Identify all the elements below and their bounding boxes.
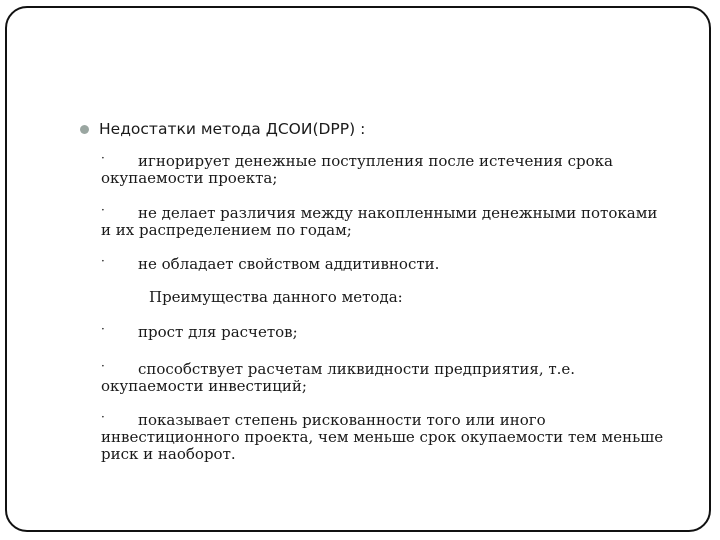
- advantage-item-3: [101, 412, 701, 463]
- heading-row: [80, 118, 365, 140]
- disadvantage-item-1: [101, 153, 701, 187]
- dot-bullet-icon: ·: [101, 151, 105, 165]
- item-text: игнорирует денежные поступления после истечения срока: [138, 152, 613, 170]
- circle-bullet-icon: [80, 125, 89, 134]
- advantage-item-1: [101, 324, 701, 341]
- item-text: не делает различия между накопленными денежными потоками: [138, 204, 658, 222]
- item-text: показывает степень рискованности того или иного: [138, 411, 546, 429]
- item-text-continued: окупаемости проекта;: [101, 169, 278, 187]
- dot-bullet-icon: ·: [101, 410, 105, 424]
- item-text-continued-2: риск и наоборот.: [101, 445, 236, 463]
- item-text: прост для расчетов;: [138, 323, 298, 341]
- advantages-title: Преимущества данного метода:: [149, 288, 403, 306]
- disadvantage-item-2: [101, 205, 701, 239]
- heading-text: Недостатки метода ДСОИ(DPP) :: [99, 120, 366, 138]
- item-text-continued: инвестиционного проекта, чем меньше срок окупаемости тем меньше: [101, 428, 664, 446]
- disadvantage-item-3: [101, 256, 701, 273]
- dot-bullet-icon: ·: [101, 203, 105, 217]
- item-text-continued: и их распределением по годам;: [101, 221, 352, 239]
- item-text-continued: окупаемости инвестиций;: [101, 377, 307, 395]
- item-text: способствует расчетам ликвидности предприятия, т.е.: [138, 360, 576, 378]
- dot-bullet-icon: ·: [101, 254, 105, 268]
- item-text: не обладает свойством аддитивности.: [138, 255, 440, 273]
- dot-bullet-icon: ·: [101, 322, 105, 336]
- advantage-item-2: [101, 361, 701, 395]
- dot-bullet-icon: ·: [101, 359, 105, 373]
